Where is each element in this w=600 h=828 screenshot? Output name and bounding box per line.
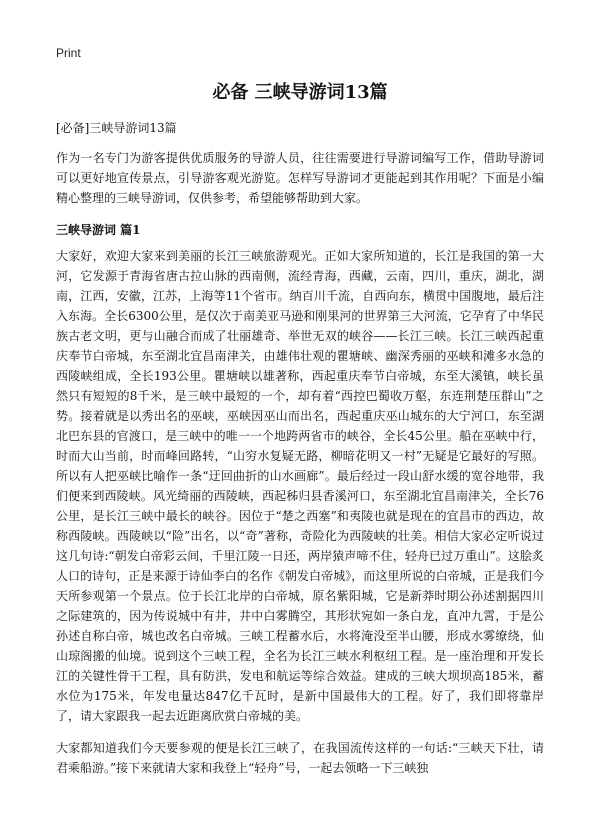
section-heading: 三峡导游词 篇1	[56, 223, 141, 237]
page-title: 必备 三峡导游词13篇	[212, 82, 388, 103]
intro-paragraph: 作为一名专门为游客提供优质服务的导游人员，往往需要进行导游词编写工作，借助导游词可以更好地宣传景点，引导游客观光游览。怎样写导游词才更能起到其作用呢？下面是小编精心整理的三峡导游词，仅供参考，希望能够帮助到大家。	[56, 151, 544, 205]
section-paragraph: 大家好，欢迎大家来到美丽的长江三峡旅游观光。正如大家所知道的，长江是我国的第一大河，它发源于青海省唐古拉山脉的西南侧，流经青海，西藏，云南，四川，重庆，湖北，湖南，江西，安徽，江苏，上海等11个省市。纳百川千流，自西向东，横贯中国腹地，最后注入东海。全长6300公里，是仅次于南美亚马逊和刚果河的世界第三大河流，它孕育了中华民族古老文明，更与山融合而成了壮丽雄奇、举世无双的峡谷——长江三峡。长江三峡西起重庆奉节白帝城，东至湖北宜昌南津关，由雄伟壮观的瞿塘峡、幽深秀丽的巫峡和滩多水急的西陵峡组成，全长193公里。瞿塘峡以雄著称，西起重庆奉节白帝城，东至大溪镇，峡长虽然只有短短的8千米，是三峡中最短的一个，却有着“西控巴蜀收万壑，东连荆楚压群山”之势。接着就是以秀出名的巫峡，巫峡因巫山而出名，西起重庆巫山城东的大宁河口，东至湖北巴东县的官渡口，是三峡中的唯一一个地跨两省市的峡谷，全长45公里。船在巫峡中行，时而大山当前，时而峰回路转，“山穷水复疑无路，柳暗花明又一村”无疑是它最好的写照。所以有人把巫峡比喻作一条“迂回曲折的山水画廊”。最后经过一段山舒水缓的宽谷地带，我们便来到西陵峡。风光绮丽的西陵峡，西起秭归县香溪河口，东至湖北宜昌南津关，全长76公里，是长江三峡中最长的峡谷。因位于“楚之西塞”和夷陵也就是现在的宜昌市的西边，故称西陵峡。西陵峡以“险”出名，以“奇”著称，奇险化为西陵峡的壮美。相信大家必定听说过这几句诗:“朝发白帝彩云间，千里江陵一日还，两岸猿声啼不住，轻舟已过万重山”。这脍炙人口的诗句，正是来源于诗仙李白的名作《朝发白帝城》，而这里所说的白帝城，正是我们今天所参观第一个景点。位于长江北岸的白帝城，原名紫阳城，它是新莽时期公孙述割据四川之际建筑的，因为传说城中有井，井中白雾腾空，其形状宛如一条白龙，直冲九霄，于是公孙述自称白帝，城也改名白帝城。三峡工程蓄水后，水将淹没至半山腰，形成水雾缭绕，仙山琼阁搬的仙境。说到这个三峡工程，全名为长江三峡水利枢纽工程。是一座治理和开发长江的关键性骨干工程，具有防洪，发电和航运等综合效益。建成的三峡大坝坝高185米，蓄水位为175米，年发电量达847亿千瓦时，是新中国最伟大的工程。好了，我们即将靠岸了，请大家跟我一起去近距离欣赏白帝城的美。	[56, 249, 544, 723]
section-paragraph-2: 大家都知道我们今天要参观的便是长江三峡了，在我国流传这样的一句话:“三峡天下壮，请君乘船游。”接下来就请大家和我登上“轻舟”号，一起去领略一下三峡独	[56, 741, 544, 775]
document-subtitle: [必备]三峡导游词13篇	[56, 121, 177, 135]
document-body	[56, 118, 544, 790]
print-link[interactable]: Print	[56, 46, 81, 60]
